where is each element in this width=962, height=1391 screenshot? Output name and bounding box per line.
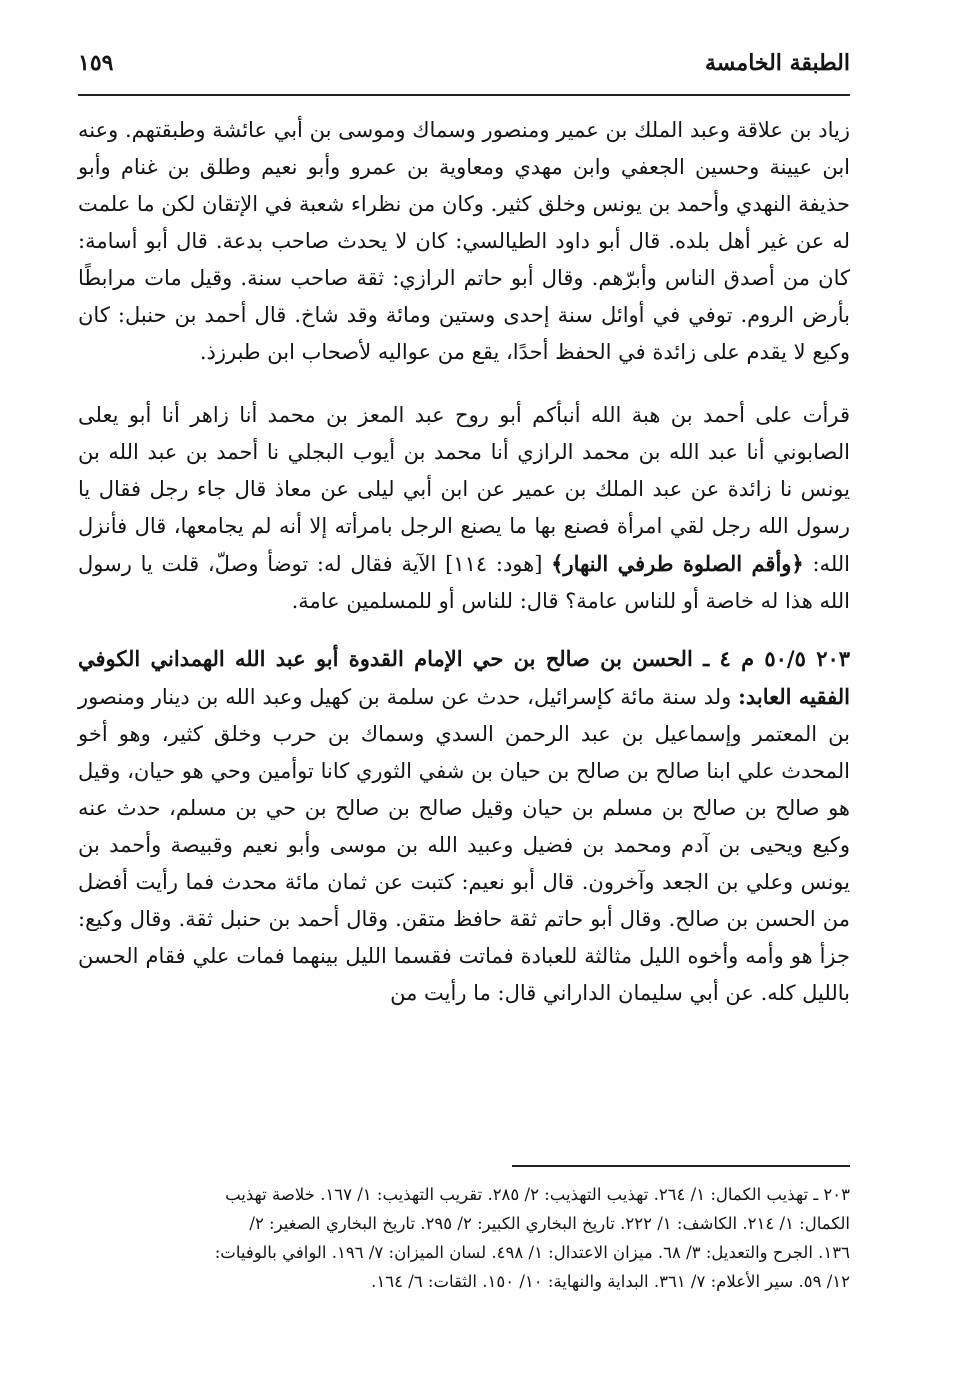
hadith-isnad: قرأت على أحمد بن هبة الله أنبأكم أبو روح عبد المعز بن محمد أنا زاهر أنا أبو يعلى الصابوني أنا عبد الله بن محمد الرازي أنا محمد بن أيوب البجلي نا أحمد بن عبد الله بن يونس نا زائدة عن عبد الملك بن عمير عن ابن أبي ليلى عن معاذ قال جاء رجل فقال يا رسول الله رجل لقي امرأة فصنع بها ما يصنع الرجل بامرأته إلا أنه لم يجامعها، قال فأنزل الله:	[78, 403, 851, 576]
entry-heading: ٢٠٣ ٥٠/٥ م ٤ ـ الحسن بن صالح بن حي الإمام القدوة أبو عبد الله الهمداني الكوفي الفقيه العابد:	[78, 646, 851, 709]
footnote-line: ١٢/ ٥٩. سير الأعلام: ٧/ ٣٦١. البداية والنهاية: ١٠/ ١٥٠. الثقات: ٦/ ١٦٤.	[371, 1272, 850, 1291]
footnote-line: ١٣٦. الجرح والتعديل: ٣/ ٦٨. ميزان الاعتدال: ١/ ٤٩٨. لسان الميزان: ٧/ ١٩٦. الوافي بالوفيات:	[214, 1243, 850, 1262]
page-header	[78, 46, 850, 96]
paragraph-hadith	[78, 397, 850, 620]
footnote-line: ٢٠٣ ـ تهذيب الكمال: ١/ ٢٦٤. تهذيب التهذيب: ٢/ ٢٨٥. تقريب التهذيب: ١/ ١٦٧. خلاصة تهذيب	[225, 1185, 850, 1204]
paragraph-biography-end: زياد بن علاقة وعبد الملك بن عمير ومنصور وسماك وموسى بن أبي عائشة وطبقتهم. وعنه ابن عيينة وحسين الجعفي وابن مهدي ومعاوية بن عمرو وأبو نعيم وطلق بن غنام وأبو حذيفة النهدي وأحمد بن يونس وخلق كثير. وكان من نظراء شعبة في الإتقان لكن ما علمت له عن غير أهل بلده. قال أبو داود الطيالسي: كان لا يحدث صاحب بدعة. قال أبو أسامة: كان من أصدق الناس وأبرّهم. وقال أبو حاتم الرازي: ثقة صاحب سنة. وقيل مات مرابطًا بأرض الروم. توفي في أوائل سنة إحدى وستين ومائة وقد شاخ. قال أحمد بن حنبل: كان وكيع لا يقدم على زائدة في الحفظ أحدًا، يقع من عواليه لأصحاب ابن طبرزذ.	[78, 118, 850, 364]
footnote-line: الكمال: ١/ ٢١٤. الكاشف: ١/ ٢٢٢. تاريخ البخاري الكبير: ٢/ ٢٩٥. تاريخ البخاري الصغير: ٢/	[249, 1214, 850, 1233]
footnote	[78, 1180, 850, 1296]
page-number: ١٥٩	[78, 50, 114, 76]
footnote-divider	[512, 1165, 850, 1167]
body-text	[78, 112, 850, 1012]
running-title: الطبقة الخامسة	[704, 50, 850, 76]
biography-entry-203	[78, 640, 850, 1012]
hadith-matn: [هود: ١١٤] الآية فقال له: توضأ وصلّ، قلت يا رسول الله هذا له خاصة أو للناس عامة؟ قال: للناس أو للمسلمين عامة.	[78, 552, 850, 613]
entry-text: ولد سنة مائة كإسرائيل، حدث عن سلمة بن كهيل وعبد الله بن دينار ومنصور بن المعتمر وإسماعيل بن عبد الرحمن السدي وسماك بن حرب وخلق كثير، وهو أخو المحدث علي ابنا صالح بن صالح بن حيان بن شفي الثوري كانا توأمين وحي هو حيان، وقيل هو صالح بن صالح بن مسلم بن حيان وقيل صالح بن صالح بن حي بن مسلم، حدث عنه وكيع ويحيى بن آدم ومحمد بن فضيل وعبيد الله بن موسى وأبو نعيم وقبيصة وأحمد بن يونس وعلي بن الجعد وآخرون. قال أبو نعيم: كتبت عن ثمان مائة محدث فما رأيت أفضل من الحسن بن صالح. وقال أبو حاتم ثقة حافظ متقن. وقال أحمد بن حنبل ثقة. وقال وكيع: جزأ هو وأمه وأخوه الليل مثالثة للعبادة فماتت فقسما الليل بينهما فمات علي فقام الحسن بالليل كله. عن أبي سليمان الداراني قال: ما رأيت من	[78, 685, 850, 1005]
quran-verse: ﴿وأقم الصلوة طرفي النهار﴾	[551, 551, 804, 576]
